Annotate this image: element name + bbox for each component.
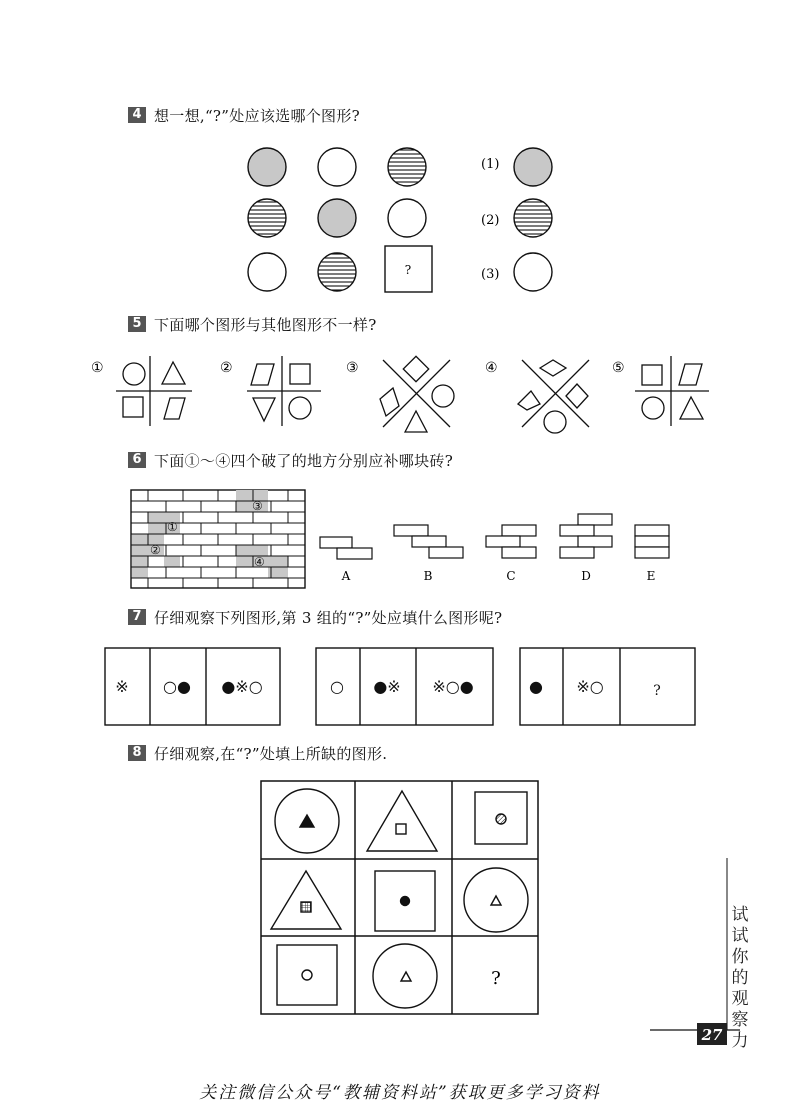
- q6-option-a: A: [341, 569, 351, 583]
- white-circle: [248, 253, 286, 291]
- question-number: 5: [128, 316, 146, 332]
- brick-option-e: [635, 525, 669, 558]
- q6-option-c: C: [506, 569, 516, 583]
- q4-question-mark: ?: [404, 263, 412, 277]
- striped-circle: [318, 253, 356, 291]
- brick-option-a: [320, 537, 372, 559]
- gray-circle: [318, 199, 356, 237]
- question-number: 4: [128, 107, 146, 123]
- q7-g3-cell1: ●: [529, 677, 543, 696]
- square-with-circle: [277, 945, 337, 1005]
- q8-cells: [271, 789, 528, 1008]
- question-number: 8: [128, 745, 146, 761]
- q7-g2-cell1: ○: [330, 677, 344, 696]
- circle-with-triangle: [373, 944, 437, 1008]
- question-5-heading: [128, 313, 377, 335]
- q6-hole-4: ④: [254, 555, 265, 569]
- q5-label-1: ①: [91, 360, 104, 376]
- q5-figure-1: [116, 356, 192, 426]
- q6-brick-wall: [131, 490, 305, 588]
- q6-option-b: B: [423, 569, 433, 583]
- question-text: 下面哪个图形与其他图形不一样?: [154, 315, 377, 334]
- white-circle: [388, 199, 426, 237]
- question-7-heading: [128, 606, 502, 628]
- triangle-with-square: [271, 871, 341, 929]
- option-1-gray-circle: [514, 148, 552, 186]
- q7-g3-cell3: ?: [653, 683, 661, 699]
- question-text: 仔细观察下列图形,第 3 组的“?”处应填什么图形呢?: [154, 608, 503, 627]
- brick-option-c: [486, 525, 536, 558]
- q6-hole-2: ②: [150, 543, 161, 557]
- question-8-heading: [128, 742, 387, 764]
- triangle-with-square: [367, 791, 437, 851]
- q7-g3-cell2: ※○: [576, 677, 604, 696]
- question-text: 想一想,“?”处应该选哪个图形?: [154, 106, 360, 125]
- q4-option-label-2: (2): [481, 213, 500, 228]
- q8-question-mark: ?: [491, 968, 501, 989]
- option-3-white-circle: [514, 253, 552, 291]
- q4-option-label-3: (3): [481, 267, 500, 282]
- q5-label-2: ②: [220, 360, 233, 376]
- q6-option-d: D: [581, 569, 591, 583]
- q7-g2-cell2: ●※: [373, 677, 401, 696]
- q5-figure-3: [380, 356, 454, 432]
- question-text: 下面①～④四个破了的地方分别应补哪块砖?: [154, 451, 454, 470]
- q4-options[interactable]: [514, 148, 552, 291]
- q7-g1-cell2: ○●: [163, 677, 191, 696]
- q6-brick-options[interactable]: [320, 514, 669, 559]
- gray-circle: [248, 148, 286, 186]
- q5-figure-4: [518, 360, 589, 433]
- q5-label-5: ⑤: [612, 360, 625, 376]
- striped-circle: [388, 148, 426, 186]
- white-circle: [318, 148, 356, 186]
- q5-label-4: ④: [485, 360, 498, 376]
- q7-g2-cell3: ※○●: [432, 677, 474, 696]
- q5-figure-5: [635, 356, 709, 426]
- q5-figure-2: [247, 356, 321, 426]
- circle-with-triangle: [464, 868, 528, 932]
- question-6-heading: [128, 449, 453, 471]
- q7-g1-cell1: ※: [115, 677, 129, 696]
- option-2-striped-circle: [514, 199, 552, 237]
- brick-option-d: [560, 514, 612, 558]
- side-section-title: 试试你的观察力: [731, 905, 749, 1051]
- q6-hole-3: ③: [252, 499, 263, 513]
- q7-g1-cell3: ●※○: [221, 677, 263, 696]
- q6-option-e: E: [646, 569, 656, 583]
- brick-option-b: [394, 525, 463, 558]
- q5-label-3: ③: [346, 360, 359, 376]
- footer-notice: 关注微信公众号“教辅资料站”获取更多学习资料: [199, 1083, 601, 1103]
- q6-hole-1: ①: [167, 520, 178, 534]
- question-text: 仔细观察,在“?”处填上所缺的图形.: [154, 744, 388, 763]
- page-number: 27: [701, 1026, 723, 1044]
- q4-option-label-1: (1): [481, 157, 500, 172]
- question-number: 7: [128, 609, 146, 625]
- striped-circle: [248, 199, 286, 237]
- question-number: 6: [128, 452, 146, 468]
